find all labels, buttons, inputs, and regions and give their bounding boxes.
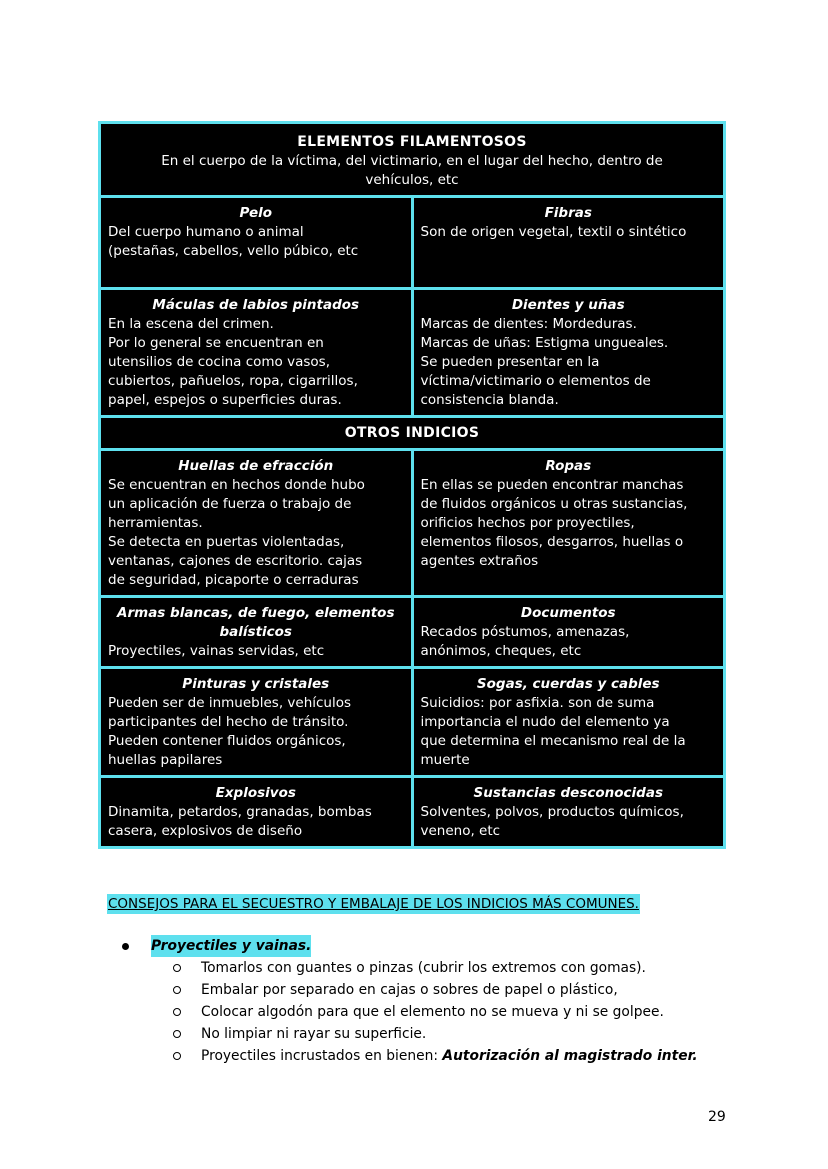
sub-item-text: No limpiar ni rayar su superficie. <box>201 1026 427 1042</box>
cell-title: Pinturas y cristales <box>182 676 330 692</box>
circle-bullet-icon <box>173 986 181 994</box>
cell-sogas <box>412 668 725 777</box>
cell-body: Recados póstumos, amenazas, anónimos, cheques, etc <box>420 624 630 659</box>
advice-heading: CONSEJOS PARA EL SECUESTRO Y EMBALAJE DE LOS INDICIOS MÁS COMUNES. <box>108 896 639 912</box>
cell-body: Se encuentran en hechos donde hubo un aplicación de fuerza o trabajo de herramientas. Se detecta en puertas violentadas, ventanas, cajones de escritorio. cajas de seguridad, picaporte o cerraduras <box>108 477 365 588</box>
table-header <box>100 123 725 197</box>
cell-body: Dinamita, petardos, granadas, bombas casera, explosivos de diseño <box>108 804 372 839</box>
table-subtitle-line2: vehículos, etc <box>365 172 459 188</box>
sub-item-prefix: Proyectiles incrustados en bienen: <box>201 1048 443 1064</box>
bullet-label: Proyectiles y vainas. <box>151 935 311 957</box>
table-subtitle-line1: En el cuerpo de la víctima, del victimario, en el lugar del hecho, dentro de <box>161 153 663 169</box>
cell-body: Solventes, polvos, productos químicos, veneno, etc <box>420 804 684 839</box>
cell-body: Proyectiles, vainas servidas, etc <box>108 643 325 659</box>
cell-title: Explosivos <box>215 785 296 801</box>
cell-huellas <box>100 450 413 597</box>
bullet-list <box>122 935 698 1067</box>
cell-title: Fibras <box>544 205 592 221</box>
cell-body: Pueden ser de inmuebles, vehículos participantes del hecho de tránsito. Pueden contener fluidos orgánicos, huellas papilares <box>108 695 352 768</box>
cell-body: En ellas se pueden encontrar manchas de fluidos orgánicos u otras sustancias, orificios hechos por proyectiles, elementos filosos, desgarros, huellas o agentes extraños <box>420 477 688 569</box>
list-item <box>122 935 698 957</box>
cell-title: Documentos <box>520 605 616 621</box>
cell-armas <box>100 597 413 668</box>
list-item <box>173 1023 698 1045</box>
cell-title: Armas blancas, de fuego, elementos balísticos <box>117 605 395 640</box>
sub-list <box>173 957 698 1067</box>
circle-bullet-icon <box>173 1030 181 1038</box>
cell-title: Ropas <box>545 458 592 474</box>
cell-title: Máculas de labios pintados <box>152 297 360 313</box>
list-item <box>173 979 698 1001</box>
cell-sustancias <box>412 777 725 848</box>
cell-title: Huellas de efracción <box>178 458 334 474</box>
cell-title: Pelo <box>239 205 273 221</box>
cell-maculas <box>100 289 413 417</box>
sub-item-emphasis: Autorización al magistrado inter. <box>442 1048 698 1064</box>
evidence-table <box>98 121 726 849</box>
sub-item-text: Tomarlos con guantes o pinzas (cubrir los extremos con gomas). <box>201 960 646 976</box>
table-title: ELEMENTOS FILAMENTOSOS <box>297 134 527 150</box>
bullet-dot-icon <box>122 943 129 950</box>
sub-item-text: Colocar algodón para que el elemento no se mueva y ni se golpee. <box>201 1004 664 1020</box>
cell-title: Sustancias desconocidas <box>473 785 663 801</box>
cell-title: Sogas, cuerdas y cables <box>476 676 660 692</box>
cell-title: Dientes y uñas <box>511 297 625 313</box>
circle-bullet-icon <box>173 1052 181 1060</box>
cell-body: Del cuerpo humano o animal (pestañas, cabellos, vello púbico, etc <box>108 224 359 259</box>
circle-bullet-icon <box>173 964 181 972</box>
list-item <box>173 1045 698 1067</box>
evidence-table-container <box>98 121 726 849</box>
cell-documentos <box>412 597 725 668</box>
section-otros-indicios: OTROS INDICIOS <box>100 417 725 450</box>
list-item <box>173 1001 698 1023</box>
cell-body: Marcas de dientes: Mordeduras. Marcas de uñas: Estigma unguеales. Se pueden presentar en la víctima/victimario o elementos de consistencia blanda. <box>420 316 669 408</box>
cell-fibras <box>412 197 725 289</box>
page-number: 29 <box>708 1109 726 1125</box>
cell-ropas <box>412 450 725 597</box>
cell-dientes <box>412 289 725 417</box>
sub-item-text <box>201 1045 698 1067</box>
cell-body: En la escena del crimen. Por lo general se encuentran en utensilios de cocina como vasos, cubiertos, pañuelos, ropa, cigarrillos, papel, espejos o superficies duras. <box>108 316 358 408</box>
cell-body: Son de origen vegetal, textil o sintético <box>420 224 687 240</box>
cell-explosivos <box>100 777 413 848</box>
sub-item-text: Embalar por separado en cajas o sobres de papel o plástico, <box>201 982 618 998</box>
cell-pelo <box>100 197 413 289</box>
cell-body: Suicidios: por asfixia. son de suma importancia el nudo del elemento ya que determina el mecanismo real de la muerte <box>420 695 686 768</box>
list-item <box>173 957 698 979</box>
cell-pinturas <box>100 668 413 777</box>
circle-bullet-icon <box>173 1008 181 1016</box>
